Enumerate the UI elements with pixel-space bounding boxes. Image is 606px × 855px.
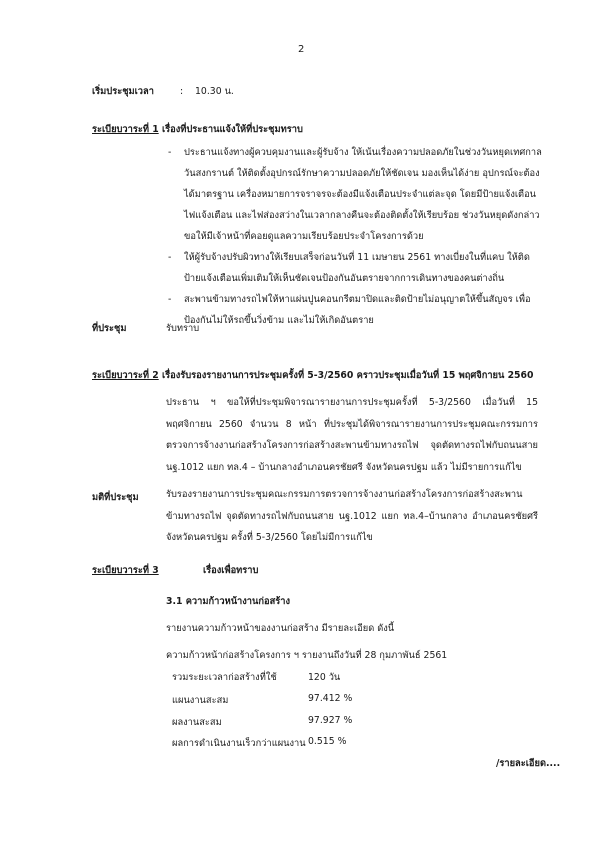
bullet-text: ประธานแจ้งทางผู้ควบคุมงานและผู้รับจ้าง ให้เน้นเรื่องความปลอดภัยในช่วงวันหยุดเทศกาลวันสงกรานต์ ให้ติดตั้งอุปกรณ์รักษาความปลอดภัยให้ชัดเจน มองเห็นได้ง่าย อุปกรณ์จะต้องได้มาตรฐาน เครื่องหมายการจราจรจะต้องมีแจ้งเตือนประจำแต่ละจุด โดยมีป้ายแจ้งเตือน ไฟแจ้งเตือน และไฟส่องสว่างในเวลากลางคืนจะต้องติดตั้งให้เรียบร้อย ช่วงวันหยุดดังกล่าวขอให้มีเจ้าหน้าที่คอยดูแลความเรียบร้อยประจำโครงการด้วย bbox=[184, 147, 542, 242]
agenda2-prefix: ระเบียบวาระที่ 2 bbox=[92, 370, 159, 381]
list-item bbox=[168, 289, 544, 331]
agenda1-heading bbox=[92, 123, 303, 136]
progress-date: ความก้าวหน้าก่อสร้างโครงการ ฯ รายงานถึงวันที่ 28 กุมภาพันธ์ 2561 bbox=[166, 650, 448, 661]
bullet-dash: - bbox=[168, 252, 172, 263]
list-item bbox=[168, 247, 544, 289]
bullet-dash: - bbox=[168, 294, 172, 305]
agenda3-prefix: ระเบียบวาระที่ 3 bbox=[92, 565, 159, 576]
agenda2-heading bbox=[92, 369, 533, 382]
bullet-text: สะพานข้ามทางรถไฟให้หาแผ่นปูนคอนกรีตมาปิดและติดป้ายไม่อนุญาตให้ขึ้นสัญจร เพื่อป้องกันไม่ให้รถขึ้นวิ่งข้าม และไม่ให้เกิดอันตราย bbox=[184, 294, 531, 326]
start-time-value: 10.30 น. bbox=[195, 86, 234, 97]
progress-intro: รายงานความก้าวหน้าของงานก่อสร้าง มีรายละเอียด ดังนี้ bbox=[166, 623, 395, 634]
bullet-text: ให้ผู้รับจ้างปรับผิวทางให้เรียบเสร็จก่อนวันที่ 11 เมษายน 2561 ทางเบี่ยงในที่แคบ ให้ติดป้ายแจ้งเตือนเพิ่มเติมให้เห็นชัดเจนป้องกันอันตรายจากการเดินทางของคนต่างถิ่น bbox=[184, 252, 530, 284]
page-number: 2 bbox=[298, 44, 305, 55]
progress-row-value: 0.515 % bbox=[308, 736, 347, 747]
agenda2-body: ประธาน ฯ ขอให้ที่ประชุมพิจารณารายงานการประชุมครั้งที่ 5-3/2560 เมื่อวันที่ 15 พฤศจิกายน 2560 จำนวน 8 หน้า ที่ประชุมได้พิจารณารายงานการประชุมคณะกรรมการตรวจการจ้างงานก่อสร้างโครงการก่อสร้างสะพานข้ามทางรถไฟ จุดตัดทางรถไฟกับถนนสาย นฐ.1012 แยก ทล.4 – บ้านกลางอำเภอนครชัยศรี จังหวัดนครปฐม แล้ว ไม่มีรายการแก้ไข bbox=[166, 397, 538, 473]
list-item bbox=[168, 142, 544, 247]
agenda3-title: เรื่องเพื่อทราบ bbox=[203, 565, 259, 576]
progress-row-value: 120 วัน bbox=[308, 672, 341, 683]
agenda2-resolution-label: มติที่ประชุม bbox=[92, 492, 139, 503]
agenda1-bullet-list bbox=[168, 142, 544, 331]
progress-row-label: ผลการดำเนินงานเร็วกว่าแผนงาน bbox=[172, 738, 306, 749]
start-time-label: เริ่มประชุมเวลา bbox=[92, 86, 154, 97]
progress-row-value: 97.412 % bbox=[308, 693, 353, 704]
progress-row-value: 97.927 % bbox=[308, 715, 353, 726]
bullet-dash: - bbox=[168, 147, 172, 158]
progress-row-label: แผนงานสะสม bbox=[172, 695, 229, 706]
section-3-1-title: 3.1 ความก้าวหน้างานก่อสร้าง bbox=[166, 596, 291, 607]
progress-row-label: ผลงานสะสม bbox=[172, 717, 222, 728]
continued-marker: /รายละเอียด.... bbox=[496, 758, 561, 769]
start-time-colon: : bbox=[180, 86, 184, 97]
agenda1-title: เรื่องที่ประธานแจ้งให้ที่ประชุมทราบ bbox=[161, 124, 303, 135]
agenda1-resolution-label: ที่ประชุม bbox=[92, 323, 127, 334]
agenda1-prefix: ระเบียบวาระที่ 1 bbox=[92, 124, 159, 135]
agenda1-resolution-text: รับทราบ bbox=[166, 323, 200, 334]
agenda2-resolution-text: รับรองรายงานการประชุมคณะกรรมการตรวจการจ้างงานก่อสร้างโครงการก่อสร้างสะพานข้ามทางรถไฟ จุดตัดทางรถไฟกับถนนสาย นฐ.1012 แยก ทล.4–บ้านกลาง อำเภอนครชัยศรี จังหวัดนครปฐม ครั้งที่ 5-3/2560 โดยไม่มีการแก้ไข bbox=[166, 489, 538, 543]
agenda2-title: เรื่องรับรองรายงานการประชุมครั้งที่ 5-3/2560 คราวประชุมเมื่อวันที่ 15 พฤศจิกายน 2560 bbox=[161, 370, 534, 381]
progress-row-label: รวมระยะเวลาก่อสร้างที่ใช้ bbox=[172, 672, 277, 683]
